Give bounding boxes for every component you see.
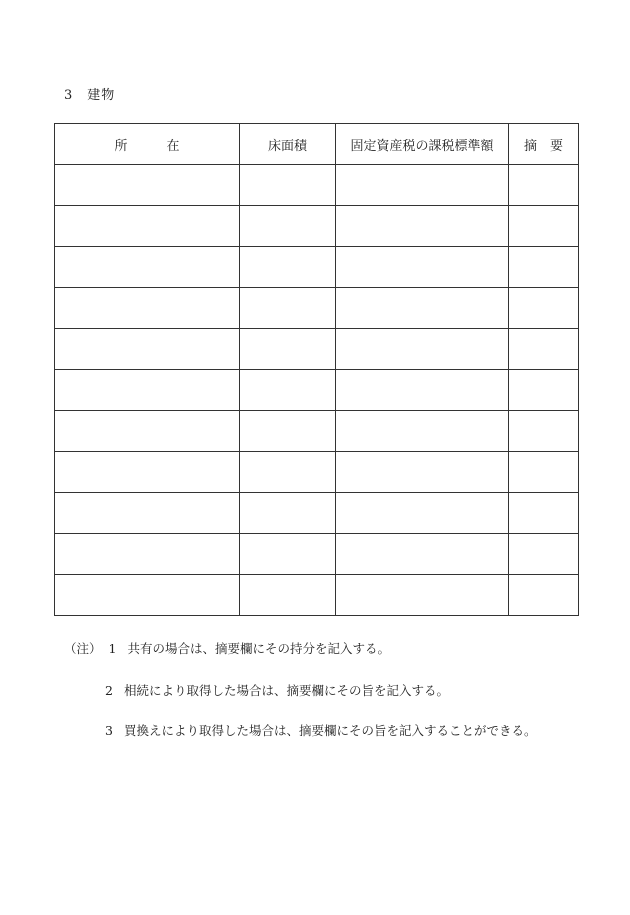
header-floor-area: 床面積 xyxy=(240,124,336,165)
cell-remarks[interactable] xyxy=(509,452,579,493)
cell-remarks[interactable] xyxy=(509,288,579,329)
cell-floor-area[interactable] xyxy=(240,575,336,616)
cell-floor-area[interactable] xyxy=(240,370,336,411)
cell-tax-base[interactable] xyxy=(336,575,509,616)
cell-tax-base[interactable] xyxy=(336,452,509,493)
cell-location[interactable] xyxy=(55,329,240,370)
building-table xyxy=(54,123,579,616)
table-row xyxy=(55,575,579,616)
cell-tax-base[interactable] xyxy=(336,493,509,534)
cell-location[interactable] xyxy=(55,247,240,288)
cell-tax-base[interactable] xyxy=(336,411,509,452)
cell-floor-area[interactable] xyxy=(240,329,336,370)
table-row xyxy=(55,411,579,452)
note-item xyxy=(98,681,449,699)
cell-location[interactable] xyxy=(55,165,240,206)
table-row xyxy=(55,493,579,534)
notes-label: （注） xyxy=(64,641,102,656)
table-row xyxy=(55,247,579,288)
cell-location[interactable] xyxy=(55,452,240,493)
cell-location[interactable] xyxy=(55,206,240,247)
cell-remarks[interactable] xyxy=(509,493,579,534)
cell-floor-area[interactable] xyxy=(240,165,336,206)
cell-remarks[interactable] xyxy=(509,165,579,206)
cell-tax-base[interactable] xyxy=(336,206,509,247)
cell-remarks[interactable] xyxy=(509,206,579,247)
table-row xyxy=(55,329,579,370)
cell-tax-base[interactable] xyxy=(336,329,509,370)
cell-remarks[interactable] xyxy=(509,329,579,370)
cell-tax-base[interactable] xyxy=(336,370,509,411)
note-number: 3 xyxy=(105,723,113,738)
cell-floor-area[interactable] xyxy=(240,288,336,329)
note-text: 相続により取得した場合は、摘要欄にその旨を記入する。 xyxy=(124,683,450,698)
cell-location[interactable] xyxy=(55,493,240,534)
cell-floor-area[interactable] xyxy=(240,411,336,452)
cell-location[interactable] xyxy=(55,534,240,575)
header-remarks: 摘 要 xyxy=(509,124,579,165)
table-row xyxy=(55,288,579,329)
cell-tax-base[interactable] xyxy=(336,247,509,288)
section-title: 3 建物 xyxy=(64,88,116,103)
note-number: 2 xyxy=(105,683,113,698)
cell-remarks[interactable] xyxy=(509,534,579,575)
cell-remarks[interactable] xyxy=(509,575,579,616)
cell-tax-base[interactable] xyxy=(336,165,509,206)
table-row xyxy=(55,165,579,206)
note-item xyxy=(98,721,537,739)
cell-floor-area[interactable] xyxy=(240,247,336,288)
cell-location[interactable] xyxy=(55,411,240,452)
cell-location[interactable] xyxy=(55,575,240,616)
note-item xyxy=(64,639,390,657)
note-text: 共有の場合は、摘要欄にその持分を記入する。 xyxy=(127,641,391,656)
table-header-row xyxy=(55,124,579,165)
note-number: 1 xyxy=(108,641,117,656)
table-row xyxy=(55,206,579,247)
cell-floor-area[interactable] xyxy=(240,534,336,575)
header-location: 所 在 xyxy=(55,124,240,165)
table-row xyxy=(55,452,579,493)
table-row xyxy=(55,370,579,411)
cell-remarks[interactable] xyxy=(509,411,579,452)
cell-tax-base[interactable] xyxy=(336,534,509,575)
cell-floor-area[interactable] xyxy=(240,493,336,534)
cell-remarks[interactable] xyxy=(509,247,579,288)
cell-remarks[interactable] xyxy=(509,370,579,411)
table-row xyxy=(55,534,579,575)
cell-floor-area[interactable] xyxy=(240,206,336,247)
header-tax-base: 固定資産税の課税標準額 xyxy=(336,124,509,165)
cell-location[interactable] xyxy=(55,370,240,411)
note-text: 買換えにより取得した場合は、摘要欄にその旨を記入することができる。 xyxy=(124,723,537,738)
cell-tax-base[interactable] xyxy=(336,288,509,329)
cell-floor-area[interactable] xyxy=(240,452,336,493)
cell-location[interactable] xyxy=(55,288,240,329)
